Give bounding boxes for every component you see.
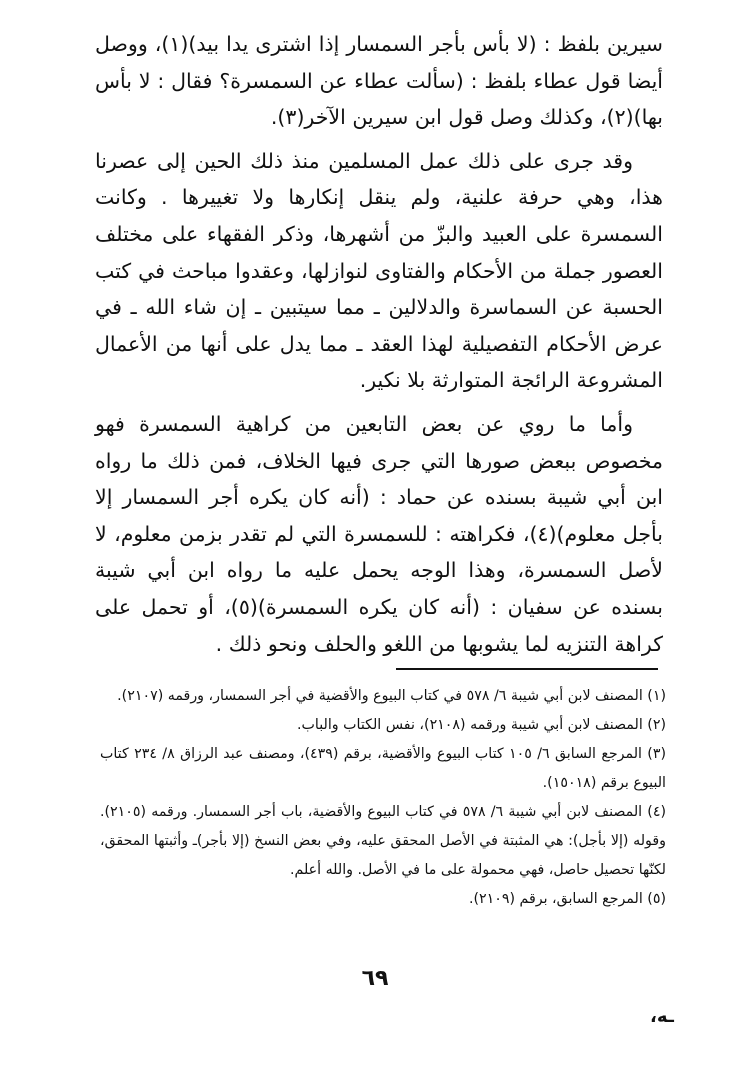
footnote-2: (٢) المصنف لابن أبي شيبة ورقمه (٢١٠٨)، نفس الكتاب والباب. [297,717,666,733]
footnote-1: (١) المصنف لابن أبي شيبة ٦/ ٥٧٨ في كتاب البيوع والأقضية في أجر السمسار، ورقمه (٢١٠٧). [117,688,666,704]
page-number: ٦٩ [361,966,389,991]
paragraph-1: سيرين بلفظ : (لا بأس بأجر السمسار إذا اشترى يدا بيد)(١)، ووصل أيضا قول عطاء بلفظ : (سألت عطاء عن السمسرة؟ فقال : لا بأس بها)(٢)، وكذلك وصل قول ابن سيرين الآخر(٣). [95,32,663,130]
footnote-divider [396,668,658,670]
footnote-3: (٣) المرجع السابق ٦/ ١٠٥ كتاب البيوع والأقضية، برقم (٤٣٩)، ومصنف عبد الرزاق ٨/ ٢٣٤ كتاب البيوع برقم (١٥٠١٨). [100,746,667,791]
corner-mark: ـه، [650,1006,674,1027]
main-text [95,26,663,662]
footnotes [100,682,666,914]
paragraph-3: وأما ما روي عن بعض التابعين من كراهية السمسرة فهو مخصوص ببعض صورها التي جرى فيها الخلاف، فمن ذلك ما رواه ابن أبي شيبة بسنده عن حماد : (أنه كان يكره أجر السمسار إلا بأجل معلوم)(٤)، فكراهته : للسمسرة التي لم تقدر بزمن معلوم، لا لأصل السمسرة، وهذا الوجه يحمل عليه ما رواه ابن أبي شيبة بسنده عن سفيان : (أنه كان يكره السمسرة)(٥)، أو تحمل على كراهة التنزيه لما يشوبها من اللغو والحلف ونحو ذلك . [95,411,664,656]
footnote-4: (٤) المصنف لابن أبي شيبة ٦/ ٥٧٨ في كتاب البيوع والأقضية، باب أجر السمسار. ورقمه (٢١٠٥). وقوله (إلا بأجل): هي المثبتة في الأصل المحقق عليه، وفي بعض النسخ (إلا بأجر)ـ وأثبتها المحقق، لكنّها تحصيل حاصل، فهي محمولة على ما في الأصل. والله أعلم. [100,804,666,878]
paragraph-2: وقد جرى على ذلك عمل المسلمين منذ ذلك الحين إلى عصرنا هذا، وهي حرفة علنية، ولم ينقل إنكارها ولا تغييرها . وكانت السمسرة على العبيد والبزّ من أشهرها، وذكر الفقهاء على مختلف العصور جملة من الأحكام والفتاوى لنوازلها، وعقدوا مباحث في كتب الحسبة عن السماسرة والدلالين ـ مما سيتبين ـ إن شاء الله ـ في عرض الأحكام التفصيلية لهذا العقد ـ مما يدل على أنها من الأعمال المشروعة الرائجة المتوارثة بلا نكير. [95,148,663,393]
footnote-5: (٥) المرجع السابق، برقم (٢١٠٩). [468,891,666,907]
